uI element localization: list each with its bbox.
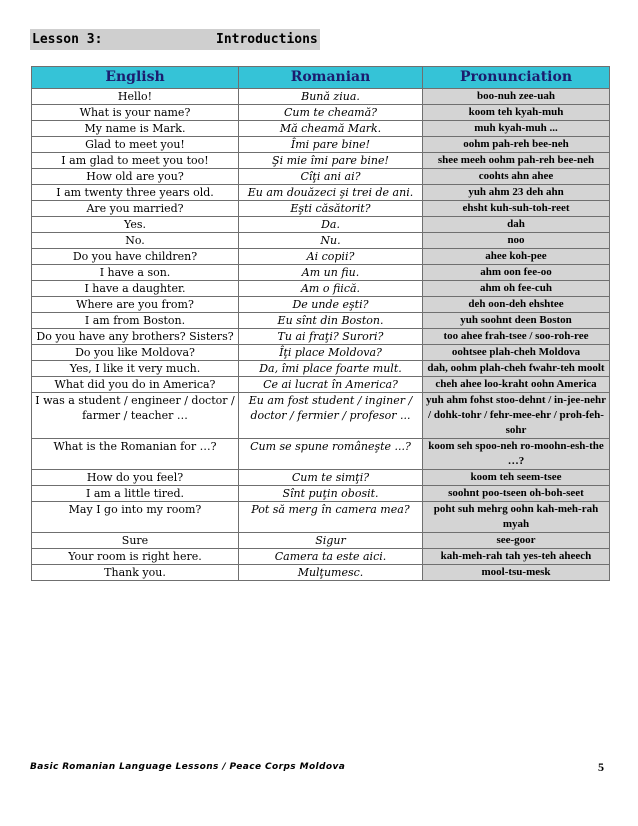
romanian-cell: Camera ta este aici. [239,549,423,565]
english-cell: Hello! [32,89,239,105]
pronunciation-cell: deh oon-deh ehshtee [423,297,610,313]
romanian-cell: Bună ziua. [239,89,423,105]
english-cell: My name is Mark. [32,121,239,137]
english-cell: How do you feel? [32,470,239,486]
header-pronunciation: Pronunciation [423,67,610,89]
romanian-cell: Îţi place Moldova? [239,345,423,361]
table-row [32,137,610,153]
table-row [32,169,610,185]
english-cell: May I go into my room? [32,502,239,533]
romanian-cell: Mulţumesc. [239,565,423,581]
table-row [32,153,610,169]
table-row [32,89,610,105]
table-row [32,313,610,329]
romanian-cell: Sigur [239,533,423,549]
page-number: 5 [598,760,604,774]
table-row [32,533,610,549]
pronunciation-cell: mool-tsu-mesk [423,565,610,581]
romanian-cell: Şi mie îmi pare bine! [239,153,423,169]
table-row [32,486,610,502]
pronunciation-cell: dah [423,217,610,233]
table-row [32,185,610,201]
english-cell: Do you like Moldova? [32,345,239,361]
english-cell: Are you married? [32,201,239,217]
lesson-number: Lesson 3: [32,32,103,47]
romanian-cell: Eu am douăzeci şi trei de ani. [239,185,423,201]
table-header-row [32,67,610,89]
english-cell: I have a son. [32,265,239,281]
table-row [32,217,610,233]
romanian-cell: Mă cheamă Mark. [239,121,423,137]
romanian-cell: Da, îmi place foarte mult. [239,361,423,377]
romanian-cell: Ce ai lucrat în America? [239,377,423,393]
pronunciation-cell: ahm oon fee-oo [423,265,610,281]
romanian-cell: De unde eşti? [239,297,423,313]
pronunciation-cell: ahm oh fee-cuh [423,281,610,297]
romanian-cell: Cum se spune româneşte ...? [239,439,423,470]
pronunciation-cell: cheh ahee loo-kraht oohn America [423,377,610,393]
romanian-cell: Ai copii? [239,249,423,265]
header-english: English [32,67,239,89]
english-cell: Glad to meet you! [32,137,239,153]
english-cell: How old are you? [32,169,239,185]
pronunciation-cell: see-goor [423,533,610,549]
table-row [32,439,610,470]
english-cell: I am twenty three years old. [32,185,239,201]
table-row [32,502,610,533]
romanian-cell: Eşti căsătorit? [239,201,423,217]
pronunciation-cell: ahee koh-pee [423,249,610,265]
table-row [32,565,610,581]
english-cell: Do you have children? [32,249,239,265]
english-cell: I am glad to meet you too! [32,153,239,169]
english-cell: What is your name? [32,105,239,121]
pronunciation-cell: yuh soohnt deen Boston [423,313,610,329]
vocabulary-table [31,66,610,581]
english-cell: What did you do in America? [32,377,239,393]
romanian-cell: Cîţi ani ai? [239,169,423,185]
romanian-cell: Am o fiică. [239,281,423,297]
pronunciation-cell: yuh ahm fohst stoo-dehnt / in-jee-nehr / dohk-tohr / fehr-mee-ehr / proh-feh-sohr [423,393,610,439]
pronunciation-cell: poht suh mehrg oohn kah-meh-rah myah [423,502,610,533]
romanian-cell: Cum te simţi? [239,470,423,486]
english-cell: Do you have any brothers? Sisters? [32,329,239,345]
english-cell: I am a little tired. [32,486,239,502]
table-row [32,329,610,345]
romanian-cell: Îmi pare bine! [239,137,423,153]
pronunciation-cell: dah, oohm plah-cheh fwahr-teh moolt [423,361,610,377]
pronunciation-cell: too ahee frah-tsee / soo-roh-ree [423,329,610,345]
footer-title: Basic Romanian Language Lessons / Peace Corps Moldova [30,762,346,772]
english-cell: Your room is right here. [32,549,239,565]
pronunciation-cell: kah-meh-rah tah yes-teh aheech [423,549,610,565]
romanian-cell: Eu sînt din Boston. [239,313,423,329]
romanian-cell: Nu. [239,233,423,249]
romanian-cell: Pot să merg în camera mea? [239,502,423,533]
header-romanian: Romanian [239,67,423,89]
romanian-cell: Cum te cheamă? [239,105,423,121]
table-body [32,89,610,581]
pronunciation-cell: koom teh kyah-muh [423,105,610,121]
pronunciation-cell: ehsht kuh-suh-toh-reet [423,201,610,217]
table-row [32,281,610,297]
pronunciation-cell: noo [423,233,610,249]
lesson-topic: Introductions [216,32,318,47]
pronunciation-cell: shee meeh oohm pah-reh bee-neh [423,153,610,169]
romanian-cell: Tu ai fraţi? Surori? [239,329,423,345]
pronunciation-cell: koom teh seem-tsee [423,470,610,486]
english-cell: I am from Boston. [32,313,239,329]
table-row [32,201,610,217]
romanian-cell: Am un fiu. [239,265,423,281]
pronunciation-cell: koom seh spoo-neh ro-moohn-esh-the …? [423,439,610,470]
table-row [32,249,610,265]
table-row [32,121,610,137]
table-row [32,345,610,361]
romanian-cell: Eu am fost student / inginer / doctor / fermier / profesor ... [239,393,423,439]
table-row [32,265,610,281]
english-cell: I have a daughter. [32,281,239,297]
english-cell: I was a student / engineer / doctor / farmer / teacher … [32,393,239,439]
english-cell: No. [32,233,239,249]
table-row [32,297,610,313]
pronunciation-cell: yuh ahm 23 deh ahn [423,185,610,201]
pronunciation-cell: oohtsee plah-cheh Moldova [423,345,610,361]
english-cell: Sure [32,533,239,549]
table-row [32,377,610,393]
table-row [32,470,610,486]
pronunciation-cell: muh kyah-muh ... [423,121,610,137]
table-row [32,233,610,249]
lesson-header-bar [30,29,320,50]
romanian-cell: Sînt puţin obosit. [239,486,423,502]
romanian-cell: Da. [239,217,423,233]
pronunciation-cell: coohts ahn ahee [423,169,610,185]
english-cell: Yes, I like it very much. [32,361,239,377]
pronunciation-cell: soohnt poo-tseen oh-boh-seet [423,486,610,502]
english-cell: Thank you. [32,565,239,581]
table-row [32,393,610,439]
table-row [32,549,610,565]
english-cell: What is the Romanian for …? [32,439,239,470]
table-row [32,361,610,377]
table-row [32,105,610,121]
english-cell: Where are you from? [32,297,239,313]
pronunciation-cell: boo-nuh zee-uah [423,89,610,105]
english-cell: Yes. [32,217,239,233]
pronunciation-cell: oohm pah-reh bee-neh [423,137,610,153]
